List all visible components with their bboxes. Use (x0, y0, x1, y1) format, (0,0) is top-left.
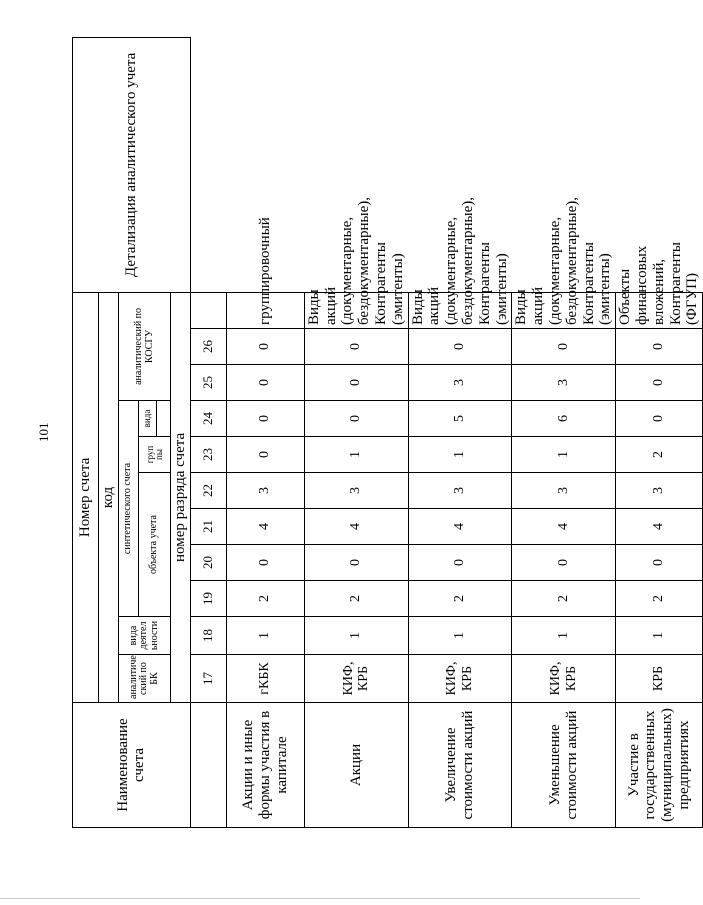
row-value: 0 (304, 365, 408, 401)
row-value: 1 (408, 437, 512, 473)
row-value: 5 (408, 401, 512, 437)
row-value: 1 (616, 617, 703, 655)
row-value: 1 (226, 617, 304, 655)
row-name: Уменьшение стоимости акций (512, 703, 616, 828)
row-value: 0 (616, 329, 703, 365)
header-kosgu: аналитический по КОСГУ (119, 292, 171, 400)
row-value: 4 (616, 509, 703, 545)
row-value: 0 (226, 365, 304, 401)
row-value: 0 (226, 401, 304, 437)
row-value: 3 (616, 473, 703, 509)
row-name: Акции и иные формы участия в капитале (226, 703, 304, 828)
col-number: 25 (190, 365, 226, 401)
header-analytic-bk: аналитиче ский по БК (119, 655, 171, 703)
row-value: 4 (512, 509, 616, 545)
row-bk: КРБ (616, 655, 703, 703)
row-bk: КИФ, КРБ (512, 655, 616, 703)
row-value: 1 (304, 437, 408, 473)
row-name: Увеличение стоимости акций (408, 703, 512, 828)
row-value: 1 (512, 437, 616, 473)
header-activity-type: вида деятел ьности (119, 617, 171, 655)
col-number: 26 (190, 329, 226, 365)
header-digit-number: номер разряда счета (171, 292, 191, 702)
row-value: 3 (408, 473, 512, 509)
row-value: 3 (512, 473, 616, 509)
row-value: 0 (616, 401, 703, 437)
row-value: 1 (304, 617, 408, 655)
header-account-name: Наименование счета (73, 703, 191, 828)
row-value: 2 (616, 437, 703, 473)
row-value: 0 (616, 545, 703, 581)
row-value: 2 (408, 581, 512, 617)
row-value: 2 (304, 581, 408, 617)
col-number: 21 (190, 509, 226, 545)
row-value: 0 (226, 545, 304, 581)
row-value: 0 (616, 365, 703, 401)
row-value: 0 (304, 401, 408, 437)
header-account-object: объекта учета (139, 473, 171, 617)
row-value: 4 (304, 509, 408, 545)
account-table (72, 37, 703, 828)
row-bk: КИФ, КРБ (304, 655, 408, 703)
row-value: 3 (512, 365, 616, 401)
row-value: 3 (408, 365, 512, 401)
row-value: 0 (512, 545, 616, 581)
row-value: 0 (304, 545, 408, 581)
row-bk: гКБК (226, 655, 304, 703)
row-value: 2 (226, 581, 304, 617)
table-row (304, 37, 408, 827)
header-group: груп пы (139, 437, 171, 473)
row-value: 0 (512, 329, 616, 365)
col-number: 24 (190, 401, 226, 437)
row-value: 4 (408, 509, 512, 545)
row-value: 6 (512, 401, 616, 437)
col-number: 23 (190, 437, 226, 473)
row-value: 0 (304, 329, 408, 365)
row-detail: Виды акций (документарные, бездокументарные), Контрагенты (эмитенты) (512, 292, 616, 328)
row-value: 0 (408, 329, 512, 365)
col-number: 22 (190, 473, 226, 509)
table-row (226, 37, 304, 827)
scan-edge-line (0, 898, 640, 899)
row-value: 1 (512, 617, 616, 655)
header-analytic-detail: Детализация аналитического учета (73, 37, 191, 292)
row-value: 1 (408, 617, 512, 655)
row-value: 3 (226, 473, 304, 509)
table-row (408, 37, 512, 827)
header-synthetic: синтетического счета (119, 401, 139, 617)
col-blank (190, 703, 226, 828)
row-value: 2 (616, 581, 703, 617)
page-number: 101 (36, 422, 51, 442)
header-kind: вида (139, 401, 157, 437)
row-value: 0 (226, 329, 304, 365)
row-value: 0 (408, 545, 512, 581)
row-name: Участие в государственных (муниципальных) предприятиях (616, 703, 703, 828)
table-row (512, 37, 616, 827)
col-number: 17 (190, 655, 226, 703)
row-value: 0 (226, 437, 304, 473)
rotated-table-container (72, 38, 701, 828)
col-number: 18 (190, 617, 226, 655)
col-number: 20 (190, 545, 226, 581)
row-name: Акции (304, 703, 408, 828)
header-account-number: Номер счета (73, 292, 99, 702)
row-detail: Объекты финансовых вложений, Контрагенты (ФГУП) (616, 292, 703, 328)
col-number: 19 (190, 581, 226, 617)
header-code: код (99, 292, 119, 702)
row-detail: группировочный (226, 292, 304, 328)
col-blank (190, 292, 226, 328)
row-value: 3 (304, 473, 408, 509)
row-detail: Виды акций (документарные, бездокументарные), Контрагенты (эмитенты) (408, 292, 512, 328)
row-bk: КИФ, КРБ (408, 655, 512, 703)
row-detail: Виды акций (документарные, бездокументарные), Контрагенты (эмитенты) (304, 292, 408, 328)
row-value: 4 (226, 509, 304, 545)
table-row (616, 37, 703, 827)
row-value: 2 (512, 581, 616, 617)
